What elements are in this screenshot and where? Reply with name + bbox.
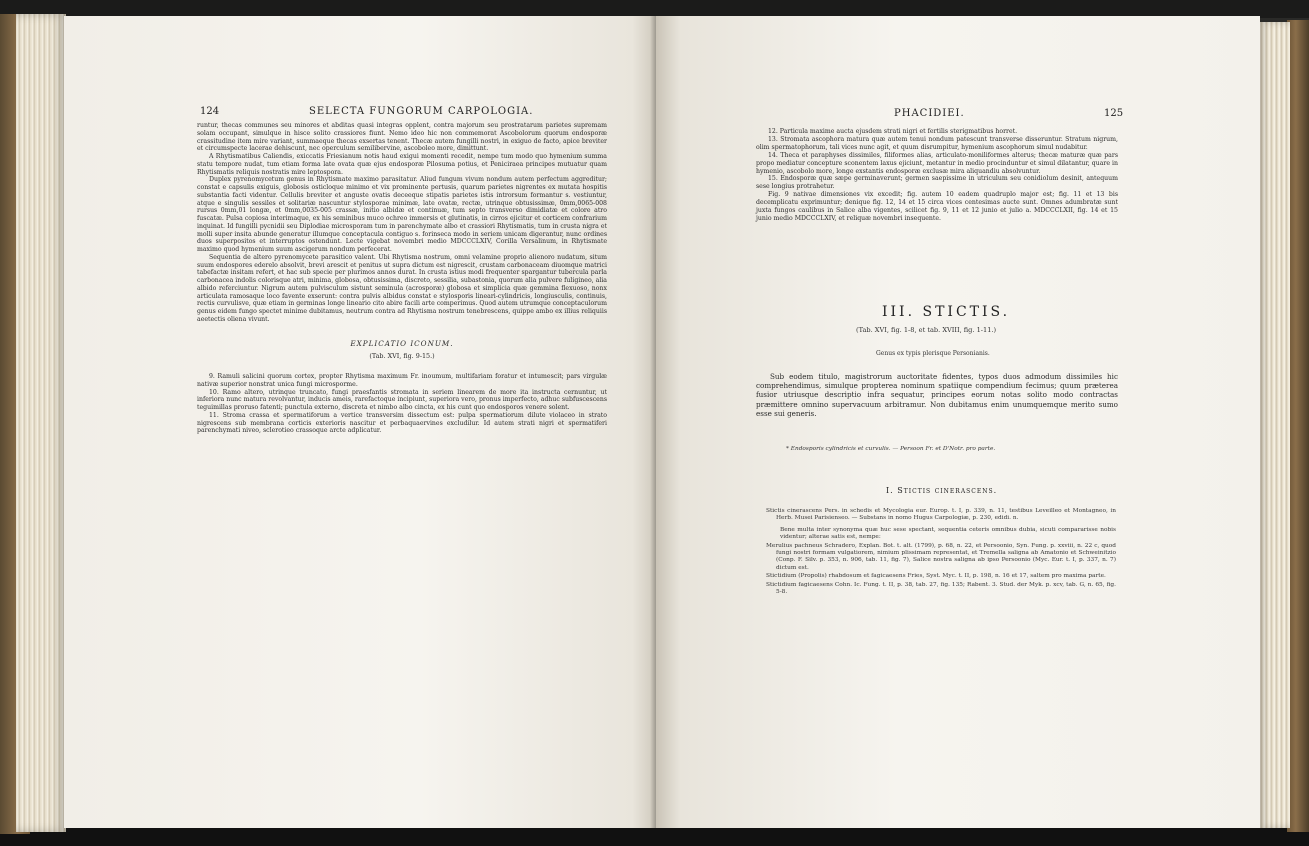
right-page-number: 125 — [1104, 108, 1124, 119]
figure-note: 12. Particula maxime aucta ejusdem strati nigri et fertilis sterigmatibus horret. — [768, 128, 1018, 135]
left-body-text — [197, 122, 607, 435]
right-running-head: PHACIDIEI. — [894, 108, 965, 119]
book-cover-right — [1287, 20, 1309, 832]
paragraph: Sequentia de altero pyrenomycete parasitico valent. Ubi Rhytisma nostrum, omni velamine proprio alienoro nudatum, situm suum endospores ederelo absolvit, brevi arescit et penitus ut supra dictum est nigrescit, crustam carbonaceam diuomque matrici tabefactæ insitam refert, et hac sub specie per plurimos annos durat. In crusta istius modi frequenter spargantur tubercula parla carbonacea indolis colorisque atri, minima, globosa, obtusissima, discreto, sessilia, subastonia, quorum alia pulvere fuligineo, alia albido referciuntur. Nigrum autem pulvisculum sistunt seminula (acrosporæ) globosa et simplicia quæ gemmina flexuoso, nonx articulata ramosaque loco favente exserunt: contra pulvis albidus constat e stylosporis lineari-cylindricis, longiusculis, continuis, rectis curvulisve, quæ etiam in germinas longe lineario cito abire facili arte comperimus. Quod autem utrumque conceptaculorum genus eidem fungo spectet minime dubitamus, neutrum contra ad Rhytisma nostrum tenebrescens, quippe ambo ex illius reliquiis aeetectis oliena vivunt. — [197, 253, 607, 323]
reference-item: Bene multa inter synonyma quæ huc sese spectant, sequentia ceteris omnibus dubia, sicuti compararisse nobis videntur; alterae satis est, nempe: — [780, 526, 1116, 541]
species-title: I. Stictis cinerascens. — [886, 486, 998, 495]
section-tab-ref: (Tab. XVI, fig. 1-8, et tab. XVIII, fig. 1-11.) — [856, 326, 997, 334]
figure-note: 10. Ramo altero, utrinque truncato, fungi praesfantis stromata in seriem linearem de more ita instructa cernuntur, ut inferiora nunc matura revolvantur, inducis ameis, rarefactoque incipiunt, superiora vero, pronus imperfecto, adhuc subfuscescens teguimillas proruso fatenti; punctula externo, discreta et nimbo albo cincta, ex his cunt quo endosporos venere solent. — [197, 388, 607, 411]
reference-item: Stictidium fagicaesens Cohn. Ic. Fung. t. II, p. 38, tab. 27, fig. 135; Rabent. 3. Stud. der Myk. p. xcv, tab. G, n. 65, fig. 5-8. — [766, 581, 1116, 596]
paragraph: A Rhytismatibus Caliendis, exiccatis Friesianum notis haud exigui momenti recedit, nempe tum modo quo hymenium summa statu tempore nudat, tum etiam forma late ovata quæ ejus endosporæ Pilosuma potius, et Peniciraea principes mutuatur quam Rhytismatis reliquis nostratis mire leptospora. — [197, 153, 607, 176]
page-edges-left — [16, 14, 66, 832]
figure-note: 15. Endosporæ quæ sæpe germinaverunt; germen saepissime in utriculum seu conidiolum desinit, antequum sese longius protrahetur. — [756, 175, 1118, 191]
figure-note: 13. Stromata ascophora matura quæ autem tenui nondum patescunt transverse disseruntur. Stratum nigrum, olim spermatophorum, tali vices nunc agit, et quum disrumpitur, hymenium ascophorum simul nudabitur. — [756, 135, 1118, 151]
figure-note: 9. Ramuli salicini quorum cortex, propter Rhytisma maximum Fr. inoumum, multifariam foratur et intumescit; pars virgulæ nativæ superior nonstrat unica fungi microsporme. — [197, 373, 607, 388]
section-title: III. STICTIS. — [882, 304, 1011, 320]
paragraph: runtur, thecas communes seu minores et abditas quasi integras opplent, contra majorum seu prostratarum parietes supremam solam occupant, simulque in hisce solito crassiores fiunt. Nemo ideo hic non commemorat Ascobolorum quorum endosporæ crassitudine item mire variant, summaeque thecas exsertas tenent. Thecæ autem fungilli nostri, in exiguo de facto, apice breviter et circumspecte lacerae dehiscunt, nec operculum semilibervine, ascoboleo more, dimittunt. — [197, 122, 607, 153]
reference-item: Merulius pachneus Schradero, Explan. Bot. t. alt. (1799), p. 68, n. 22, et Persoonio, Syn. Fung. p. xxviii, n. 22 c, quod fungi nostri formam vulgatiorem, nimium plissimam representat, et Tremella saligna ab Amatonio et Schweinitzio (Conp. F. Silv. p. 353, n. 906, tab. 11, fig. 7), Salice nostra saligna ab ipso Persoonio (Myc. Eur. t. I, p. 337, n. 7) dictum est. — [766, 542, 1116, 571]
left-page-number: 124 — [200, 106, 220, 117]
section-intro: Sub eodem titulo, magistrorum auctoritate fidentes, typos duos admodum dissimiles hic comprehendimus, simulque propterea nominum spatiique compendium fecimus; quum præterea fusior utriusque descriptio infra sequatur, principes eorum notas solito modo contractas præmittere omnino supervacuum arbitramur. Non dubitamus enim unumquemque merito sumo esse sui generis. — [756, 372, 1118, 418]
left-running-head: SELECTA FUNGORUM CARPOLOGIA. — [309, 106, 534, 117]
reference-item: Stictidium (Propolis) rhabdosum et fagicaesens Fries, Syst. Myc. t. II, p. 198, n. 16 et 17, saltem pro maxima parte. — [766, 573, 1106, 580]
species-references — [766, 508, 1116, 597]
left-page — [64, 16, 656, 828]
background-bottom — [0, 828, 1309, 846]
explicatio-title: EXPLICATIO ICONUM. — [350, 338, 454, 348]
section-subtitle: Genus ex typis plerisque Personianis. — [876, 350, 990, 357]
reference-item: Stictis cinerascens Pers. in schedis et Mycologia eur. Europ. t. I, p. 339, n. 11, testibus Leveilleo et Montagneo, in Herb. Musei Parisienseo. — Substans in nomo Hugus Carpologiæ, p. 230, edidi. n. — [766, 508, 1116, 522]
figure-note: Fig. 9 nativae dimensiones vix excedit; fig. autem 10 eadem quadruplo major est; fig. 11 et 13 bis decemplicatu exprimuntur; denique fig. 12, 14 et 15 circa vices centesimas aucte sunt. Omnes adumbratæ sunt juxta fungos caulibus in Salice alba vigentes, scilicet fig. 9, 11 et 12 junio et julio a. MDCCCLXII, fig. 14 et 15 junio medio MDCCCLXIV, et reliquæ novembri insequente. — [756, 191, 1118, 222]
footnote: * Endosporis cylindricis et curvulis. — Persoon Fr. et D'Notr. pro parte. — [786, 446, 996, 452]
figure-note: 14. Theca et paraphyses dissimiles, filiformes alias, articulato-moniliformes alterus; thecæ maturæ quæ pars propo mediatur concepture sconentem laxus ejiciunt, metantur in medio procinduntur et simul dilatantur, quare in hymenio, ascobolo more, longe exstantis endosporæ exclusæ mira aliquandiu absolvuntur. — [756, 151, 1118, 175]
page-edges-right — [1258, 22, 1290, 828]
right-figure-notes — [756, 128, 1118, 223]
figure-note: 11. Stroma crassa et spermatiforum a vertice transversim dissectum est: pulpa spermatiorum dilute violaceo in strato nigrescens sub membrana corticis exterioris nascitur et perbaquaervines excludilur. Id autem strati nigri et spermatiferi parenchymati niveo, sclerotieo crassoque arcte adplicatur. — [197, 411, 607, 435]
paragraph: Duplex pyrenomycetum genus in Rhytismate maximo parasitatur. Aliud fungum vivum nondum autem perfectum aggreditur; constat e capsulis exiguis, globosis osticloque minimo et vix prominente pertusis, quarum parietes nigrentes ex mutata hospitis substantia facti videntur. Cellulis breviter et anguste ovatis deceeque stipatis parietes istis introrsum formantur s. vestiuntur, atque e singulis sessiles et solitariæ nascuntur stylosporae minimæ, late ovatæ, rectæ, utrinque obtusissimæ, 0mm,0065-008 rursus 0mm,01 longæ, et 0mm,0035-005 crassæ, initio albidæ et continuæ, tum septo transverso dimidiatæ et colore atro fuscatæ. Pulsa copiosa interimaque, ex his seminibus muco ochreo immersis et glutinatis, in cirros ejicitur et corticem confrarium inquinat. Id fungilli pycnidii seu Diplodiae microsporam tum in parenchymate albo et crassiori Rhytismatis, tum in crusta nigra et molli super insita abunde generatur illumque conceptacula contiguo s. forinseca modo in seriem unicam digerantur, nunc ordines duos superpositos et interruptos ostendunt. Lecte vigebat novembri medio MDCCCLXIV, Corilla Versalinum, in Rhytismate maximo quod hymenium suum ascigerum nondum perfecerat. — [197, 176, 607, 253]
explicatio-tab-ref: (Tab. XVI, fig. 9-15.) — [369, 352, 435, 361]
right-page — [656, 16, 1260, 828]
